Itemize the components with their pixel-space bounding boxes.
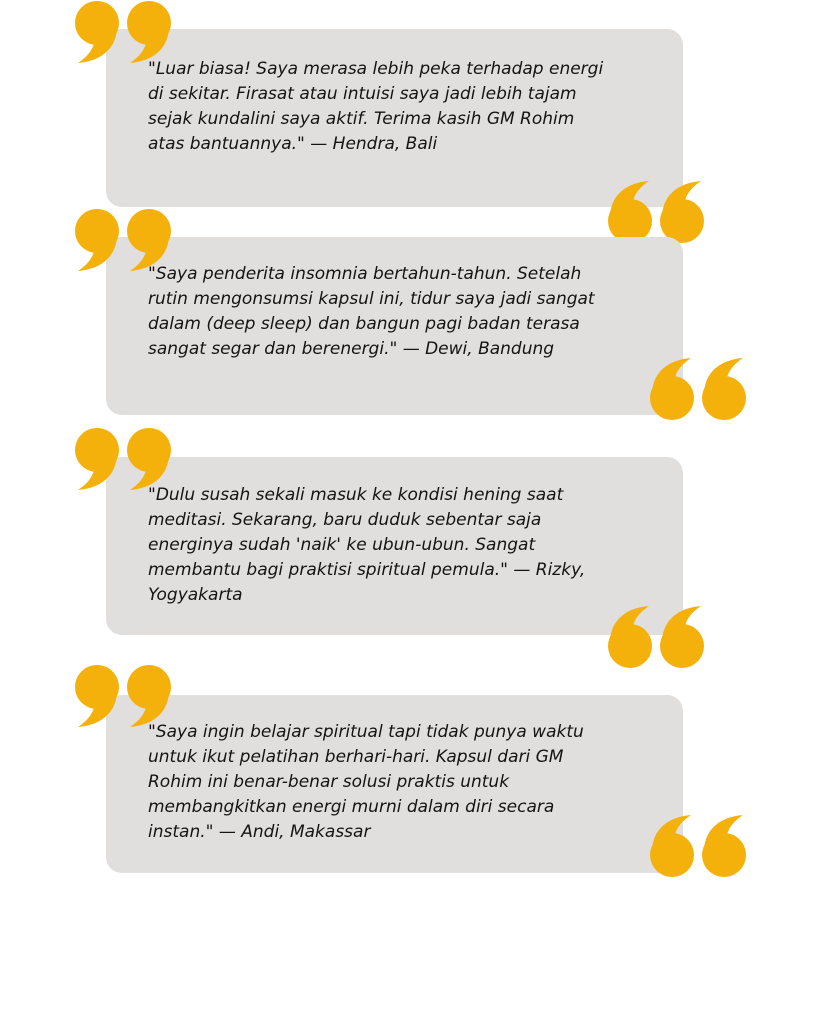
closing-quote-icon <box>72 427 176 493</box>
opening-quote-icon <box>645 812 749 878</box>
testimonial-text-4: "Saya ingin belajar spiritual tapi tidak punya waktu untuk ikut pelatihan berhari-hari. Kapsul dari GM Rohim ini benar-benar solusi praktis untuk membangkitkan energi murni dalam diri secara instan." — Andi, Makassar <box>148 722 584 842</box>
testimonial-text-1: "Luar biasa! Saya merasa lebih peka terhadap energi di sekitar. Firasat atau intuisi saya jadi lebih tajam sejak kundalini saya aktif. Terima kasih GM Rohim atas bantuannya." — Hendra, Bali <box>148 59 604 154</box>
testimonial-card-2 <box>106 237 683 415</box>
closing-quote-icon <box>72 208 176 274</box>
opening-quote-icon <box>603 603 707 669</box>
opening-quote-icon <box>603 178 707 244</box>
testimonial-text-2: "Saya penderita insomnia bertahun-tahun. Setelah rutin mengonsumsi kapsul ini, tidur saya jadi sangat dalam (deep sleep) dan bangun pagi badan terasa sangat segar dan berenergi." — Dewi, Bandung <box>148 264 595 359</box>
testimonial-card-1 <box>106 29 683 207</box>
testimonial-card-3 <box>106 457 683 635</box>
testimonial-card-4 <box>106 695 683 873</box>
testimonial-text-3: "Dulu susah sekali masuk ke kondisi hening saat meditasi. Sekarang, baru duduk sebentar saja energinya sudah 'naik' ke ubun-ubun. Sangat membantu bagi praktisi spiritual pemula." — Rizky, Yogyakarta <box>148 485 586 605</box>
opening-quote-icon <box>645 355 749 421</box>
closing-quote-icon <box>72 664 176 730</box>
closing-quote-icon <box>72 0 176 66</box>
